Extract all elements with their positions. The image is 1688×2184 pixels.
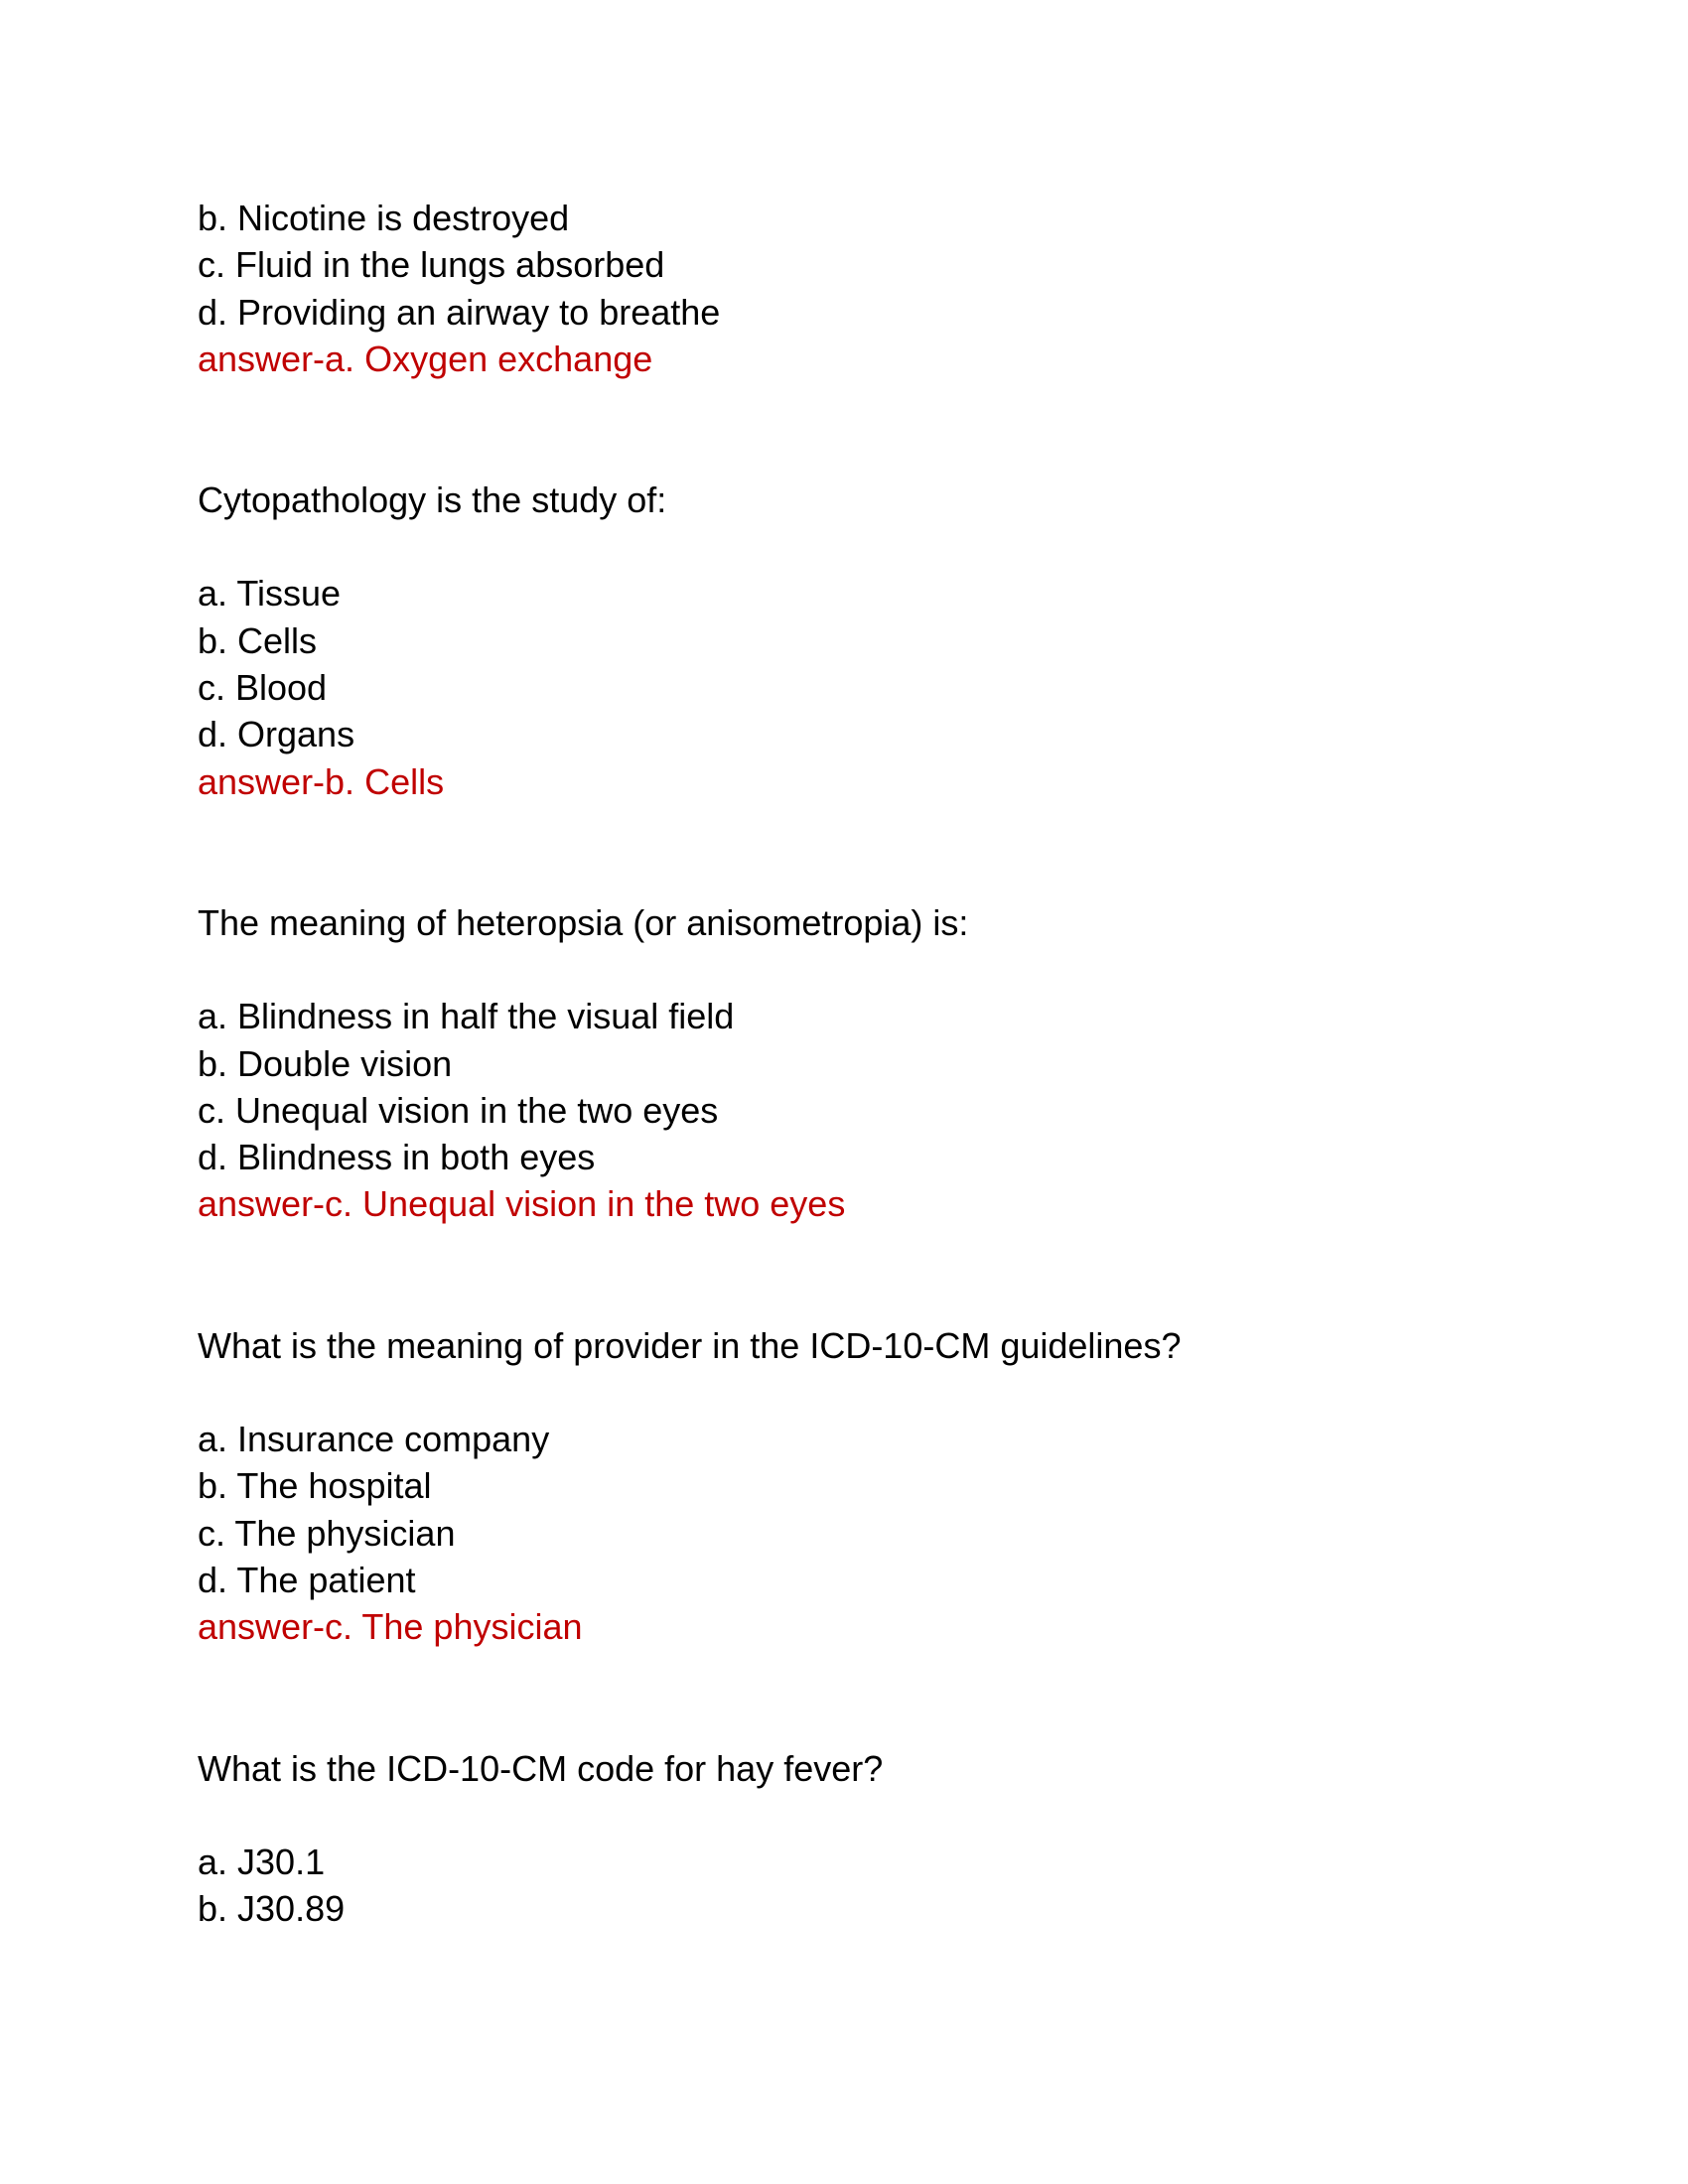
answer-text: answer-c. The physician	[198, 1606, 583, 1648]
question-block-1	[198, 477, 1488, 805]
question-block-2	[198, 899, 1488, 1228]
option: d. The patient	[198, 1559, 416, 1600]
option: b. Nicotine is destroyed	[198, 198, 570, 238]
option: d. Organs	[198, 714, 355, 755]
question-text: What is the ICD-10-CM code for hay fever?	[198, 1747, 884, 1789]
option: d. Blindness in both eyes	[198, 1137, 596, 1178]
option: c. Unequal vision in the two eyes	[198, 1089, 719, 1131]
answer-text: answer-a. Oxygen exchange	[198, 338, 653, 379]
option: a. Insurance company	[198, 1419, 550, 1460]
option: b. J30.89	[198, 1888, 346, 1930]
question-block-continued	[198, 195, 1488, 382]
option: a. Tissue	[198, 573, 342, 614]
document-page	[198, 195, 1488, 1932]
question-text: What is the meaning of provider in the ICD-10-CM guidelines?	[198, 1324, 1182, 1366]
question-block-4	[198, 1745, 1488, 1933]
option: c. Fluid in the lungs absorbed	[198, 244, 665, 286]
option: b. Cells	[198, 619, 318, 661]
option: b. The hospital	[198, 1465, 432, 1507]
option: c. Blood	[198, 667, 328, 709]
option: c. The physician	[198, 1512, 456, 1554]
answer-text: answer-b. Cells	[198, 760, 445, 802]
option: a. J30.1	[198, 1841, 326, 1882]
answer-text: answer-c. Unequal vision in the two eyes	[198, 1183, 846, 1225]
question-text: Cytopathology is the study of:	[198, 479, 667, 521]
question-block-3	[198, 1322, 1488, 1651]
question-text: The meaning of heteropsia (or anisometropia) is:	[198, 901, 969, 943]
option: d. Providing an airway to breathe	[198, 291, 721, 333]
option: b. Double vision	[198, 1042, 453, 1084]
option: a. Blindness in half the visual field	[198, 996, 735, 1037]
